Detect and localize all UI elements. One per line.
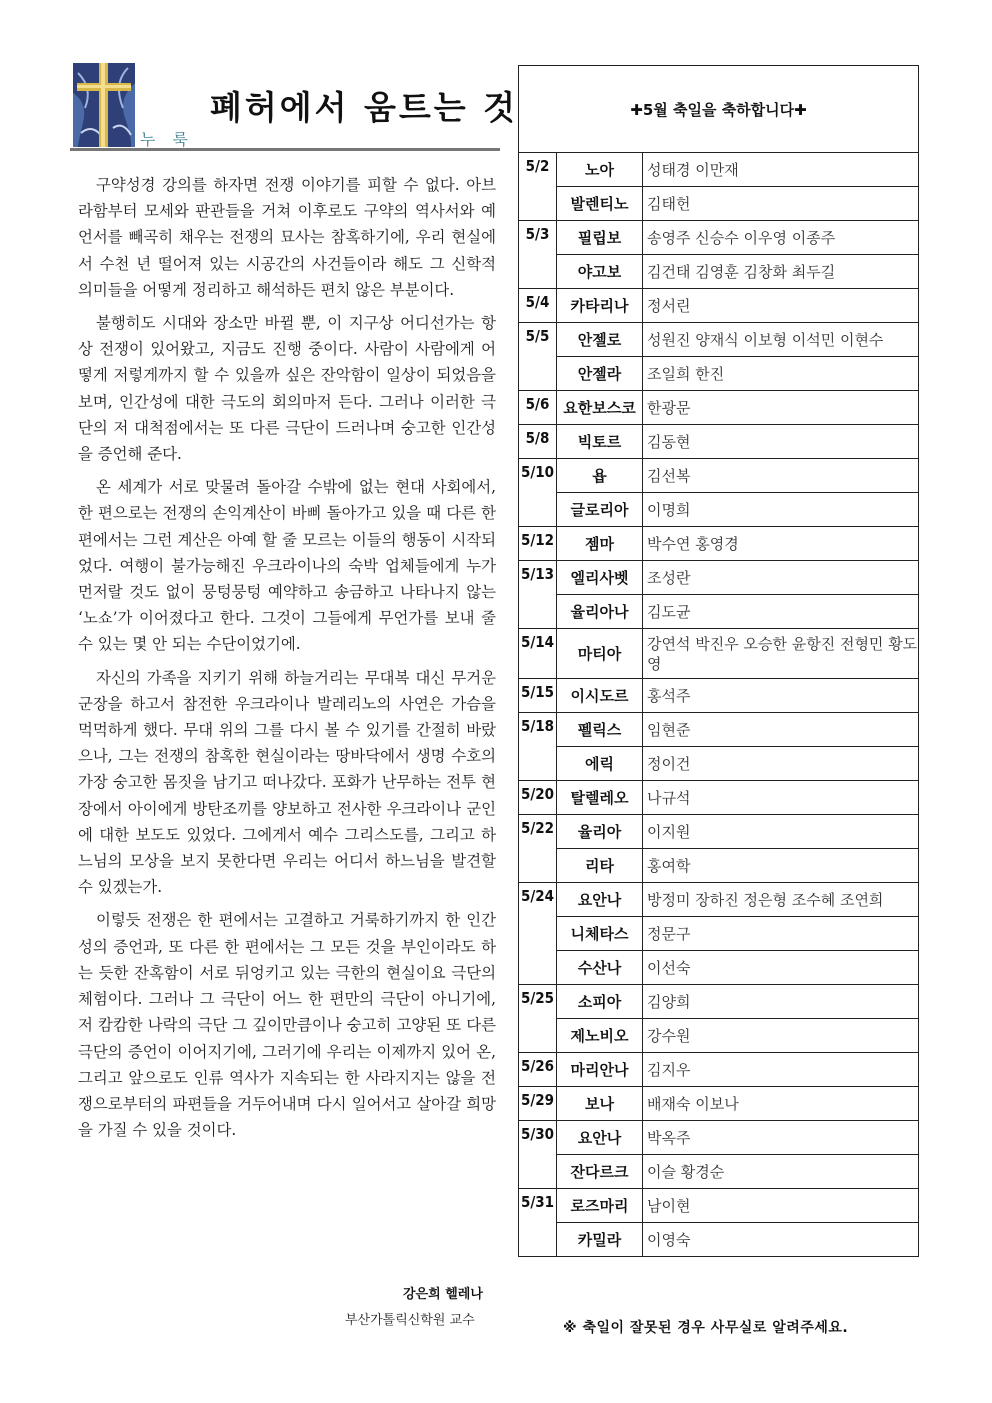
saint-name: 빅토르 <box>557 425 643 459</box>
table-row <box>519 917 919 951</box>
saint-name: 요안나 <box>557 883 643 917</box>
saint-name: 노아 <box>557 153 643 187</box>
title-divider <box>70 148 500 151</box>
table-row <box>519 459 919 493</box>
member-names: 박수연 홍영경 <box>643 527 919 561</box>
column-label: 누 룩 <box>140 130 194 149</box>
saint-name: 탈렐레오 <box>557 781 643 815</box>
feast-day-table-container <box>518 65 916 1257</box>
member-names: 홍석주 <box>643 679 919 713</box>
essay-paragraph: 자신의 가족을 지키기 위해 하늘거리는 무대복 대신 무거운 군장을 하고서 참전한 우크라이나 발레리노의 사연은 가슴을 먹먹하게 했다. 무대 위의 그를 다시 볼 수 있기를 간절히 바랐으나, 그는 전쟁의 참혹한 현실이라는 땅바닥에서 생명 수호의 가장 숭고한 몸짓을 남기고 떠나갔다. 포화가 난무하는 전투 현장에서 아이에게 방탄조끼를 양보하고 전사한 우크라이나 군인에 대한 보도도 있었다. 그에게서 예수 그리스도를, 그리고 하느님의 모상을 보지 못한다면 우리는 어디서 하느님을 발견할 수 있겠는가. <box>78 668 496 897</box>
table-row <box>519 747 919 781</box>
saint-name: 엘리사벳 <box>557 561 643 595</box>
table-row <box>519 1087 919 1121</box>
saint-name: 글로리아 <box>557 493 643 527</box>
table-row <box>519 527 919 561</box>
table-row <box>519 815 919 849</box>
feast-date: 5/6 <box>519 391 557 425</box>
member-names: 박옥주 <box>643 1121 919 1155</box>
member-names: 나규석 <box>643 781 919 815</box>
table-row <box>519 255 919 289</box>
feast-date: 5/4 <box>519 289 557 323</box>
author-title: 부산가톨릭신학원 교수 <box>345 1313 475 1328</box>
table-row <box>519 187 919 221</box>
saint-name: 제노비오 <box>557 1019 643 1053</box>
saint-name: 로즈마리 <box>557 1189 643 1223</box>
author-name: 강은희 헬레나 <box>403 1287 483 1302</box>
table-row <box>519 595 919 629</box>
member-names: 배재숙 이보나 <box>643 1087 919 1121</box>
feast-date: 5/29 <box>519 1087 557 1121</box>
saint-name: 펠릭스 <box>557 713 643 747</box>
feast-date: 5/20 <box>519 781 557 815</box>
saint-name: 이시도르 <box>557 679 643 713</box>
feast-date: 5/12 <box>519 527 557 561</box>
saint-name: 발렌티노 <box>557 187 643 221</box>
member-names: 조일희 한진 <box>643 357 919 391</box>
saint-name: 욥 <box>557 459 643 493</box>
feast-date: 5/31 <box>519 1189 557 1257</box>
table-row <box>519 781 919 815</box>
table-row <box>519 1189 919 1223</box>
feast-date: 5/15 <box>519 679 557 713</box>
table-row <box>519 1121 919 1155</box>
saint-name: 요한보스코 <box>557 391 643 425</box>
table-row <box>519 493 919 527</box>
member-names: 송영주 신승수 이우영 이종주 <box>643 221 919 255</box>
table-row <box>519 629 919 679</box>
member-names: 이슬 황경순 <box>643 1155 919 1189</box>
member-names: 강연석 박진우 오승한 윤항진 전형민 황도영 <box>643 629 919 679</box>
member-names: 이명희 <box>643 493 919 527</box>
saint-name: 잔다르크 <box>557 1155 643 1189</box>
member-names: 조성란 <box>643 561 919 595</box>
feast-date: 5/30 <box>519 1121 557 1189</box>
member-names: 김태헌 <box>643 187 919 221</box>
table-row <box>519 1053 919 1087</box>
table-header: ✚5월 축일을 축하합니다✚ <box>519 66 919 153</box>
feast-date: 5/22 <box>519 815 557 883</box>
table-row <box>519 357 919 391</box>
saint-name: 필립보 <box>557 221 643 255</box>
member-names: 김지우 <box>643 1053 919 1087</box>
saint-name: 에릭 <box>557 747 643 781</box>
member-names: 정문구 <box>643 917 919 951</box>
saint-name: 수산나 <box>557 951 643 985</box>
member-names: 이영숙 <box>643 1223 919 1257</box>
saint-name: 안젤로 <box>557 323 643 357</box>
essay-body <box>78 172 496 1150</box>
feast-date: 5/25 <box>519 985 557 1053</box>
table-row <box>519 391 919 425</box>
member-names: 홍여학 <box>643 849 919 883</box>
saint-name: 카타리나 <box>557 289 643 323</box>
table-row <box>519 323 919 357</box>
table-row <box>519 985 919 1019</box>
table-row <box>519 883 919 917</box>
feast-date: 5/13 <box>519 561 557 629</box>
table-row <box>519 1155 919 1189</box>
saint-name: 보나 <box>557 1087 643 1121</box>
table-row <box>519 1019 919 1053</box>
member-names: 성원진 양재식 이보형 이석민 이현수 <box>643 323 919 357</box>
member-names: 한광문 <box>643 391 919 425</box>
table-row <box>519 1223 919 1257</box>
feast-date: 5/10 <box>519 459 557 527</box>
essay-paragraph: 이렇듯 전쟁은 한 편에서는 고결하고 거룩하기까지 한 인간성의 증언과, 또 다른 한 편에서는 그 모든 것을 부인이라도 하는 듯한 잔혹함이 서로 뒤엉키고 있는 극한의 현실이요 극단의 체험이다. 그러나 그 극단이 어느 한 편만의 극단이 아니기에, 저 캄캄한 나락의 극단 그 깊이만큼이나 숭고히 고양된 또 다른 극단의 증언이 이어지기에, 그러기에 우리는 이제까지 있어 온, 그리고 앞으로도 인류 역사가 지속되는 한 사라지지는 않을 전쟁으로부터의 파편들을 거두어내며 다시 일어서고 살아갈 희망을 가질 수 있을 것이다. <box>78 911 496 1140</box>
saint-name: 마티아 <box>557 629 643 679</box>
saint-name: 율리아 <box>557 815 643 849</box>
saint-name: 야고보 <box>557 255 643 289</box>
table-row <box>519 849 919 883</box>
table-row <box>519 289 919 323</box>
essay-paragraph: 불행히도 시대와 장소만 바뀔 뿐, 이 지구상 어디선가는 항상 전쟁이 있어왔고, 지금도 진행 중이다. 사람이 사람에게 어떻게 저렇게까지 할 수 있을까 싶은 잔악함이 일상이 되었음을 보며, 인간성에 대한 극도의 회의마저 든다. 그러나 이러한 극단의 저 대척점에서는 또 다른 극단이 드러나며 숭고한 인간성을 증언해 준다. <box>78 314 496 464</box>
saint-name: 안젤라 <box>557 357 643 391</box>
member-names: 정서린 <box>643 289 919 323</box>
table-row <box>519 951 919 985</box>
member-names: 방정미 장하진 정은형 조수혜 조연희 <box>643 883 919 917</box>
table-row <box>519 561 919 595</box>
saint-name: 율리아나 <box>557 595 643 629</box>
feast-date: 5/3 <box>519 221 557 289</box>
saint-name: 젬마 <box>557 527 643 561</box>
correction-notice: ※ 축일이 잘못된 경우 사무실로 알려주세요. <box>563 1320 849 1336</box>
feast-date: 5/14 <box>519 629 557 679</box>
member-names: 김도균 <box>643 595 919 629</box>
member-names: 강수원 <box>643 1019 919 1053</box>
table-row <box>519 425 919 459</box>
table-row <box>519 153 919 187</box>
member-names: 김동현 <box>643 425 919 459</box>
member-names: 정이건 <box>643 747 919 781</box>
article-title: 폐허에서 움트는 것 <box>210 88 519 127</box>
saint-name: 리타 <box>557 849 643 883</box>
member-names: 김건태 김영훈 김창화 최두길 <box>643 255 919 289</box>
feast-date: 5/5 <box>519 323 557 391</box>
essay-paragraph: 온 세계가 서로 맞물려 돌아갈 수밖에 없는 현대 사회에서, 한 편으로는 전쟁의 손익계산이 바삐 돌아가고 있을 때 다른 한 편에서는 그런 계산은 아예 할 줄 모르는 이들의 행동이 시작되었다. 여행이 불가능해진 우크라이나의 숙박 업체들에게 누가 먼저랄 것도 없이 뭉텅뭉텅 예약하고 송금하고 나타나지 않는 ‘노쇼’가 이어졌다고 한다. 그것이 그들에게 무언가를 보내 줄 수 있는 몇 안 되는 수단이었기에. <box>78 478 496 654</box>
member-names: 이지원 <box>643 815 919 849</box>
member-names: 김선복 <box>643 459 919 493</box>
feast-date: 5/26 <box>519 1053 557 1087</box>
member-names: 성태경 이만재 <box>643 153 919 187</box>
member-names: 김양희 <box>643 985 919 1019</box>
saint-name: 니체타스 <box>557 917 643 951</box>
table-row <box>519 679 919 713</box>
member-names: 남이현 <box>643 1189 919 1223</box>
saint-name: 요안나 <box>557 1121 643 1155</box>
table-row <box>519 221 919 255</box>
feast-date: 5/18 <box>519 713 557 781</box>
feast-date: 5/8 <box>519 425 557 459</box>
saint-name: 마리안나 <box>557 1053 643 1087</box>
saint-name: 소피아 <box>557 985 643 1019</box>
feast-date: 5/2 <box>519 153 557 221</box>
feast-date: 5/24 <box>519 883 557 985</box>
member-names: 임현준 <box>643 713 919 747</box>
member-names: 이선숙 <box>643 951 919 985</box>
table-row <box>519 713 919 747</box>
essay-paragraph: 구약성경 강의를 하자면 전쟁 이야기를 피할 수 없다. 아브라함부터 모세와 판관들을 거쳐 이후로도 구약의 역사서와 예언서를 빼곡히 채우는 전쟁의 묘사는 참혹하기에, 우리 현실에서 수천 년 떨어져 있는 시공간의 사건들이라 해도 그 신학적 의미들을 어떻게 정리하고 해석하든 편치 않은 부분이다. <box>78 176 496 299</box>
feast-day-table <box>518 65 919 1257</box>
stained-glass-cross-logo <box>73 63 135 147</box>
saint-name: 카밀라 <box>557 1223 643 1257</box>
